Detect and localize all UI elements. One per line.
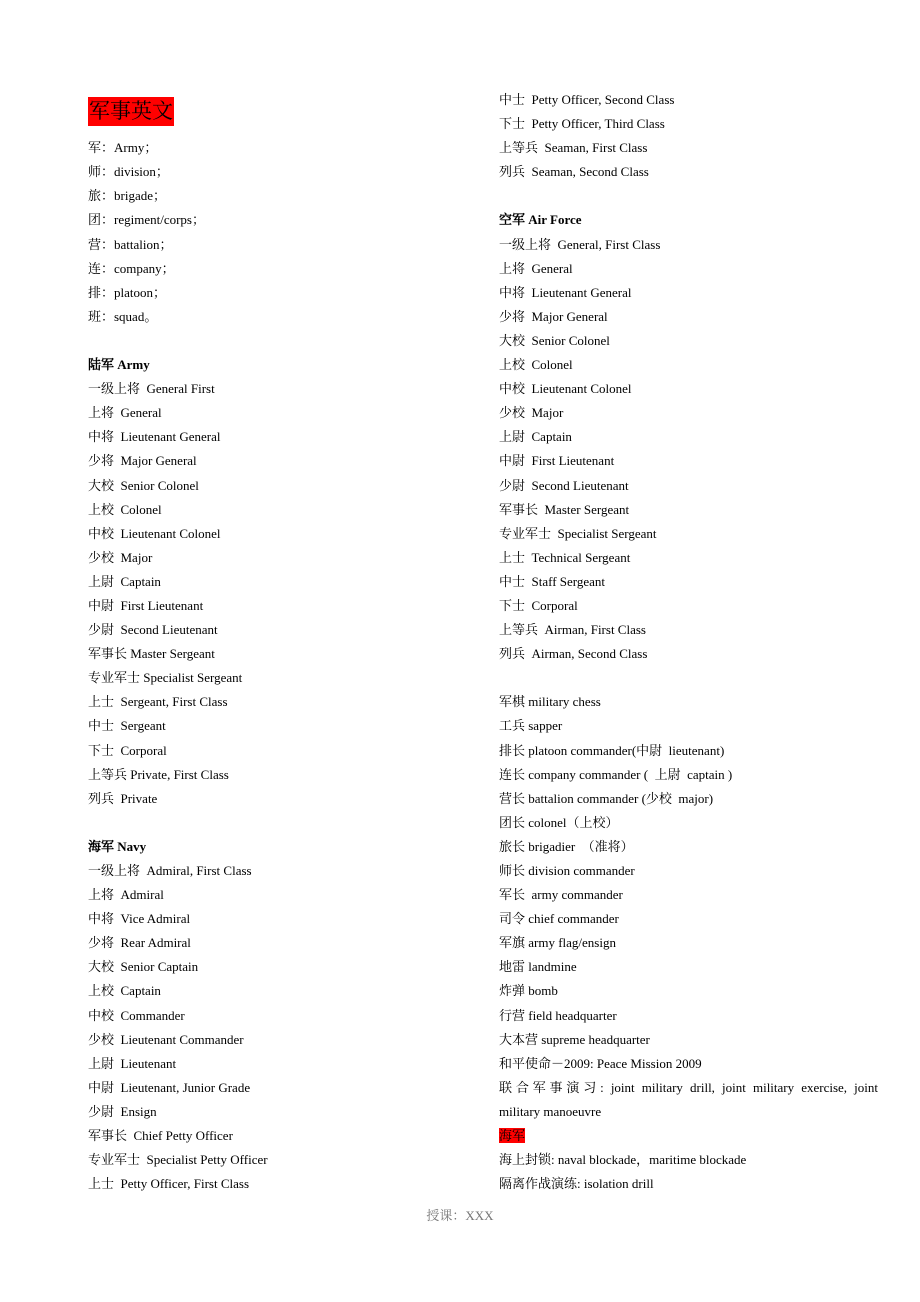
list-item: 少尉 Second Lieutenant xyxy=(88,622,218,638)
list-item: 少尉 Ensign xyxy=(88,1103,157,1119)
list-item: 上校 Colonel xyxy=(88,501,162,517)
joint-exercise-line: 联合军事演习: joint military drill, joint military exercise, joint xyxy=(499,1079,878,1095)
list-item: 师长 division commander xyxy=(499,863,635,878)
list-item: 大本营 supreme headquarter xyxy=(499,1031,650,1047)
list-item: 少将 Major General xyxy=(499,308,608,324)
list-item: 一级上将 General First xyxy=(88,381,215,397)
list-item: 下士 Corporal xyxy=(499,597,578,613)
list-item: 旅：brigade； xyxy=(88,188,166,204)
list-item: 少尉 Second Lieutenant xyxy=(499,477,629,493)
list-item: 地雷 landmine xyxy=(499,959,577,975)
list-item: 中将 Vice Admiral xyxy=(88,911,191,927)
list-item: 军事长 Master Sergeant xyxy=(88,646,215,662)
list-item: 司令 chief commander xyxy=(499,911,619,927)
list-item: 班：squad。 xyxy=(88,308,158,324)
list-item: 工兵 sapper xyxy=(499,718,563,734)
list-item: 大校 Senior Captain xyxy=(88,959,199,975)
list-item: 中将 Lieutenant General xyxy=(499,284,632,300)
blank-line xyxy=(499,666,878,690)
list-item: 军棋 military chess xyxy=(499,694,601,710)
joint-exercise-continuation: military manoeuvre xyxy=(499,1103,602,1119)
list-item: 营长 battalion commander (少校 major) xyxy=(499,790,714,806)
list-item: 军事长 Chief Petty Officer xyxy=(88,1128,233,1144)
list-item: 隔离作战演练: isolation drill xyxy=(499,1176,654,1192)
list-item: 上等兵 Airman, First Class xyxy=(499,622,646,638)
right-line-list-tail xyxy=(499,1148,878,1196)
list-item: 上等兵 Seaman, First Class xyxy=(499,140,648,156)
list-item: 大校 Senior Colonel xyxy=(499,332,610,348)
section-heading: 海军 Navy xyxy=(88,838,147,854)
list-item: 专业军士 Specialist Sergeant xyxy=(499,525,657,541)
list-item: 团：regiment/corps； xyxy=(88,212,205,228)
list-item: 军旗 army flag/ensign xyxy=(499,935,616,951)
list-item: 一级上将 General, First Class xyxy=(499,236,661,252)
list-item: 少校 Major xyxy=(88,549,153,565)
left-column xyxy=(88,88,468,1196)
list-item: 上士 Petty Officer, First Class xyxy=(88,1176,250,1192)
blank-line xyxy=(88,329,468,353)
list-item: 中士 Staff Sergeant xyxy=(499,573,606,589)
list-item: 中校 Commander xyxy=(88,1007,185,1023)
list-item: 一级上将 Admiral, First Class xyxy=(88,863,252,878)
right-column xyxy=(499,88,878,1196)
list-item: 团长 colonel（上校） xyxy=(499,814,619,830)
list-item: 炸弹 bomb xyxy=(499,983,558,999)
list-item: 中校 Lieutenant Colonel xyxy=(499,381,632,397)
list-item: 列兵 Airman, Second Class xyxy=(499,646,648,662)
list-item: 上校 Colonel xyxy=(499,357,573,373)
right-line-list xyxy=(499,88,878,1076)
list-item: 海上封锁: naval blockade，maritime blockade xyxy=(499,1152,747,1168)
list-item: 上尉 Captain xyxy=(499,429,572,445)
list-item: 中尉 Lieutenant, Junior Grade xyxy=(88,1079,251,1095)
left-line-list xyxy=(88,136,468,1196)
list-item: 少校 Major xyxy=(499,405,564,421)
list-item: 上将 General xyxy=(499,260,573,276)
list-item: 上将 Admiral xyxy=(88,887,164,903)
list-item: 大校 Senior Colonel xyxy=(88,477,199,493)
title-row xyxy=(88,88,468,136)
list-item: 中士 Sergeant xyxy=(88,718,166,734)
list-item: 上校 Captain xyxy=(88,983,161,999)
list-item: 中士 Petty Officer, Second Class xyxy=(499,92,675,107)
list-item: 少将 Major General xyxy=(88,453,197,469)
list-item: 下士 Corporal xyxy=(88,742,167,758)
list-item: 少将 Rear Admiral xyxy=(88,935,191,951)
list-item: 专业军士 Specialist Petty Officer xyxy=(88,1152,268,1168)
list-item: 中尉 First Lieutenant xyxy=(88,597,204,613)
list-item: 上等兵 Private, First Class xyxy=(88,766,229,782)
list-item: 列兵 Private xyxy=(88,790,158,806)
list-item: 上将 General xyxy=(88,405,162,421)
blank-line xyxy=(499,184,878,208)
list-item: 旅长 brigadier （准将） xyxy=(499,838,634,854)
section-heading: 陆军 Army xyxy=(88,357,150,373)
footer: 授课：XXX xyxy=(426,1208,494,1223)
list-item: 行营 field headquarter xyxy=(499,1007,617,1023)
list-item: 上士 Sergeant, First Class xyxy=(88,694,228,710)
list-item: 少校 Lieutenant Commander xyxy=(88,1031,244,1047)
list-item: 师：division； xyxy=(88,164,169,180)
list-item: 军：Army； xyxy=(88,140,158,156)
section-heading: 空军 Air Force xyxy=(499,212,582,228)
list-item: 排：platoon； xyxy=(88,284,166,300)
list-item: 下士 Petty Officer, Third Class xyxy=(499,116,665,132)
highlight-label-row xyxy=(499,1124,878,1148)
list-item: 上士 Technical Sergeant xyxy=(499,549,631,565)
list-item: 中校 Lieutenant Colonel xyxy=(88,525,221,541)
blank-line xyxy=(88,811,468,835)
list-item: 营：battalion； xyxy=(88,236,173,252)
list-item: 军长 army commander xyxy=(499,887,623,903)
list-item: 连长 company commander ( 上尉 captain ) xyxy=(499,766,733,782)
list-item: 中将 Lieutenant General xyxy=(88,429,221,445)
page-title: 军事英文 xyxy=(88,97,174,126)
list-item: 上尉 Captain xyxy=(88,573,161,589)
list-item: 上尉 Lieutenant xyxy=(88,1055,177,1071)
list-item: 列兵 Seaman, Second Class xyxy=(499,164,649,180)
list-item: 连：company； xyxy=(88,260,175,276)
highlight-label: 海军 xyxy=(499,1128,526,1144)
list-item: 中尉 First Lieutenant xyxy=(499,453,615,469)
list-item: 和平使命－2009: Peace Mission 2009 xyxy=(499,1055,702,1071)
list-item: 专业军士 Specialist Sergeant xyxy=(88,670,243,686)
list-item: 军事长 Master Sergeant xyxy=(499,501,630,517)
list-item: 排长 platoon commander(中尉 lieutenant) xyxy=(499,742,725,758)
